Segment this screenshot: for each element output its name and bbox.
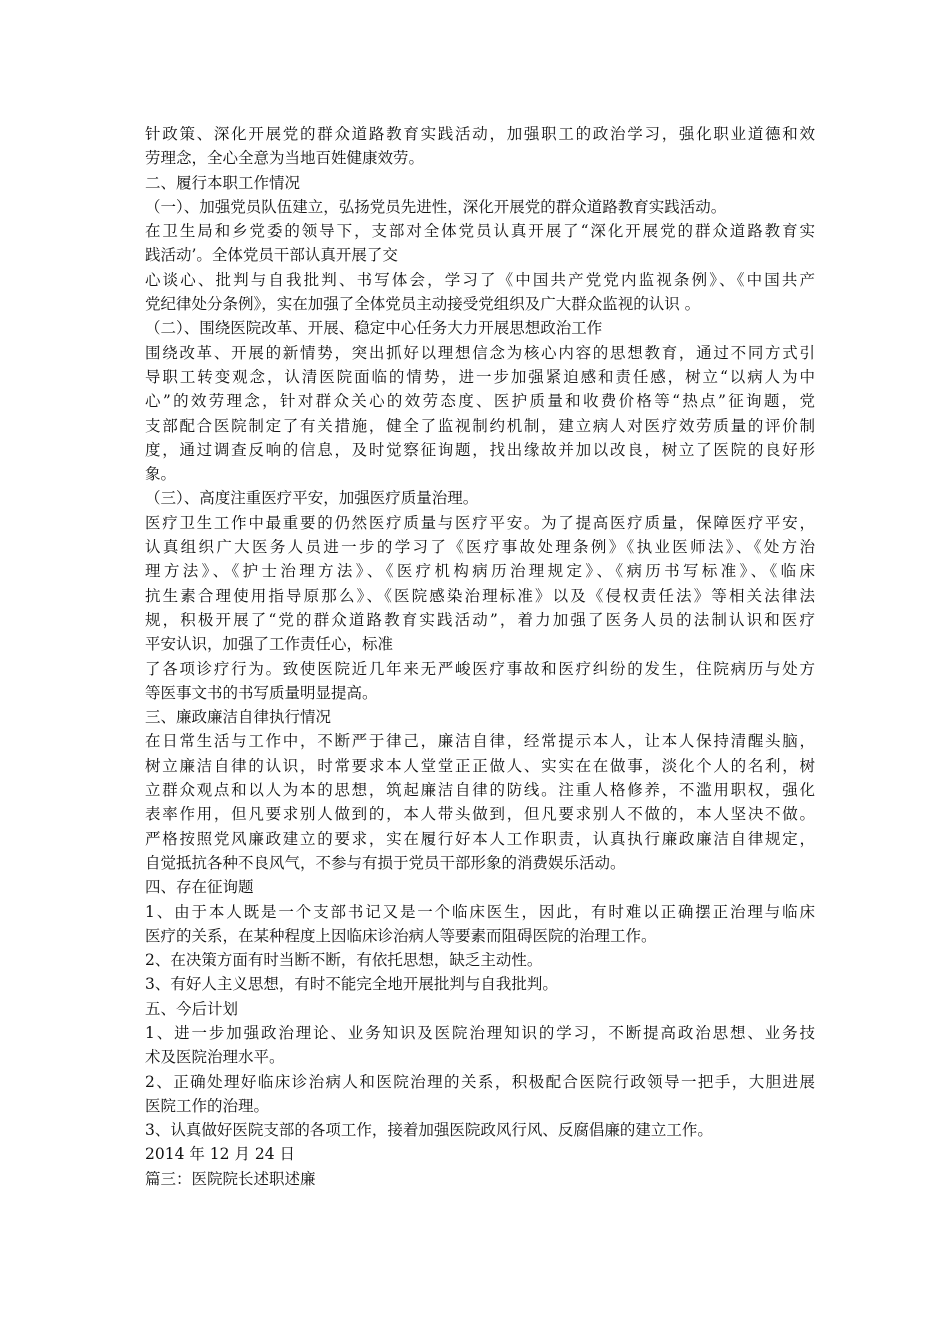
text-line: 三、廉政廉洁自律执行情况 <box>145 708 332 727</box>
text-line: 2014 年 12 月 24 日 <box>145 1145 296 1164</box>
text-line: （二）、围绕医院改革、开展、稳定中心任务大力开展思想政治工作 <box>145 319 603 338</box>
text-line: 心谈心、批判与自我批判、书写体会，学习了《中国共产党党内监视条例》、《中国共产 <box>145 270 815 289</box>
text-line: 术及医院治理水平。 <box>145 1048 285 1067</box>
text-line: 医疗卫生工作中最重要的仍然医疗质量与医疗平安。为了提高医疗质量，保障医疗平安， <box>145 513 815 532</box>
text-line: 平安认识，加强了工作责任心，标准 <box>145 635 394 654</box>
text-line: 劳理念，全心全意为当地百姓健康效劳。 <box>145 149 425 168</box>
text-line: 二、履行本职工作情况 <box>145 173 301 192</box>
text-line: 五、今后计划 <box>145 999 239 1018</box>
text-line: 自觉抵抗各种不良风气，不参与有损于党员干部形象的消费娱乐活动。 <box>145 853 626 872</box>
text-line: 心”的效劳理念，针对群众关心的效劳态度、医护质量和收费价格等“热点”征询题，党 <box>145 392 815 411</box>
text-line: 树立廉洁自律的认识，时常要求本人堂堂正正做人、实实在在做事，淡化个人的名利，树 <box>145 756 815 775</box>
text-line: 抗生素合理使用指导原那么》、《医院感染治理标准》以及《侵权责任法》等相关法律法 <box>145 586 815 605</box>
text-line: 导职工转变观念，认清医院面临的情势，进一步加强紧迫感和责任感，树立“以病人为中 <box>145 367 815 386</box>
text-line: 了各项诊疗行为。致使医院近几年来无严峻医疗事故和医疗纠纷的发生，住院病历与处方 <box>145 659 815 678</box>
text-line: 严格按照党风廉政建立的要求，实在履行好本人工作职责，认真执行廉政廉洁自律规定， <box>145 829 815 848</box>
text-line: 3、认真做好医院支部的各项工作，接着加强医院政风行风、反腐倡廉的建立工作。 <box>145 1121 713 1140</box>
text-line: 在日常生活与工作中，不断严于律己，廉洁自律，经常提示本人，让本人保持清醒头脑， <box>145 732 815 751</box>
text-line: 2、在决策方面有时当断不断，有依托思想，缺乏主动性。 <box>145 951 543 970</box>
text-line: 象。 <box>145 465 177 484</box>
text-line: 3、有好人主义思想，有时不能完全地开展批判与自我批判。 <box>145 975 558 994</box>
text-line: 1、进一步加强政治理论、业务知识及医院治理知识的学习，不断提高政治思想、业务技 <box>145 1023 815 1042</box>
text-line: 规，积极开展了“党的群众道路教育实践活动”，着力加强了医务人员的法制认识和医疗 <box>145 610 815 629</box>
text-line: 围绕改革、开展的新情势，突出抓好以理想信念为核心内容的思想教育，通过不同方式引 <box>145 343 815 362</box>
text-line: 四、存在征询题 <box>145 878 254 897</box>
text-line: （一）、加强党员队伍建立，弘扬党员先进性，深化开展党的群众道路教育实践活动。 <box>145 197 727 216</box>
text-line: 等医事文书的书写质量明显提高。 <box>145 683 378 702</box>
text-line: 医疗的关系，在某种程度上因临床诊治病人等要素而阻碍医院的治理工作。 <box>145 926 657 945</box>
text-line: 医院工作的治理。 <box>145 1096 270 1115</box>
text-line: 针政策、深化开展党的群众道路教育实践活动，加强职工的政治学习，强化职业道德和效 <box>145 125 815 143</box>
text-line: 党纪律处分条例》，实在加强了全体党员主动接受党组织及广大群众监视的认识 。 <box>145 295 701 314</box>
text-line: 在卫生局和乡党委的领导下，支部对全体党员认真开展了“深化开展党的群众道路教育实 <box>145 222 815 241</box>
text-line: 支部配合医院制定了有关措施，健全了监视制约机制，建立病人对医疗效劳质量的评价制 <box>145 416 815 435</box>
text-line: 认真组织广大医务人员进一步的学习了《医疗事故处理条例》《执业医师法》、《处方治 <box>145 538 815 557</box>
text-line: 践活动’。全体党员干部认真开展了交 <box>145 246 398 265</box>
text-line: 表率作用，但凡要求别人做到的，本人带头做到，但凡要求别人不做的，本人坚决不做。 <box>145 805 815 824</box>
text-line: 篇三：医院院长述职述廉 <box>145 1169 316 1188</box>
text-line: （三）、高度注重医疗平安，加强医疗质量治理。 <box>145 489 479 508</box>
text-line: 立群众观点和以人为本的思想，筑起廉洁自律的防线。注重人格修养，不滥用职权，强化 <box>145 781 815 800</box>
text-line: 2、正确处理好临床诊治病人和医院治理的关系，积极配合医院行政领导一把手，大胆进展 <box>145 1072 815 1091</box>
document-page <box>145 122 815 1191</box>
text-line: 1、由于本人既是一个支部书记又是一个临床医生，因此，有时难以正确摆正治理与临床 <box>145 902 815 921</box>
text-line: 理方法》、《护士治理方法》、《医疗机构病历治理规定》、《病历书写标准》、《临床 <box>145 562 815 581</box>
text-line: 度，通过调查反响的信息，及时觉察征询题，找出缘故并加以改良，树立了医院的良好形 <box>145 440 815 459</box>
